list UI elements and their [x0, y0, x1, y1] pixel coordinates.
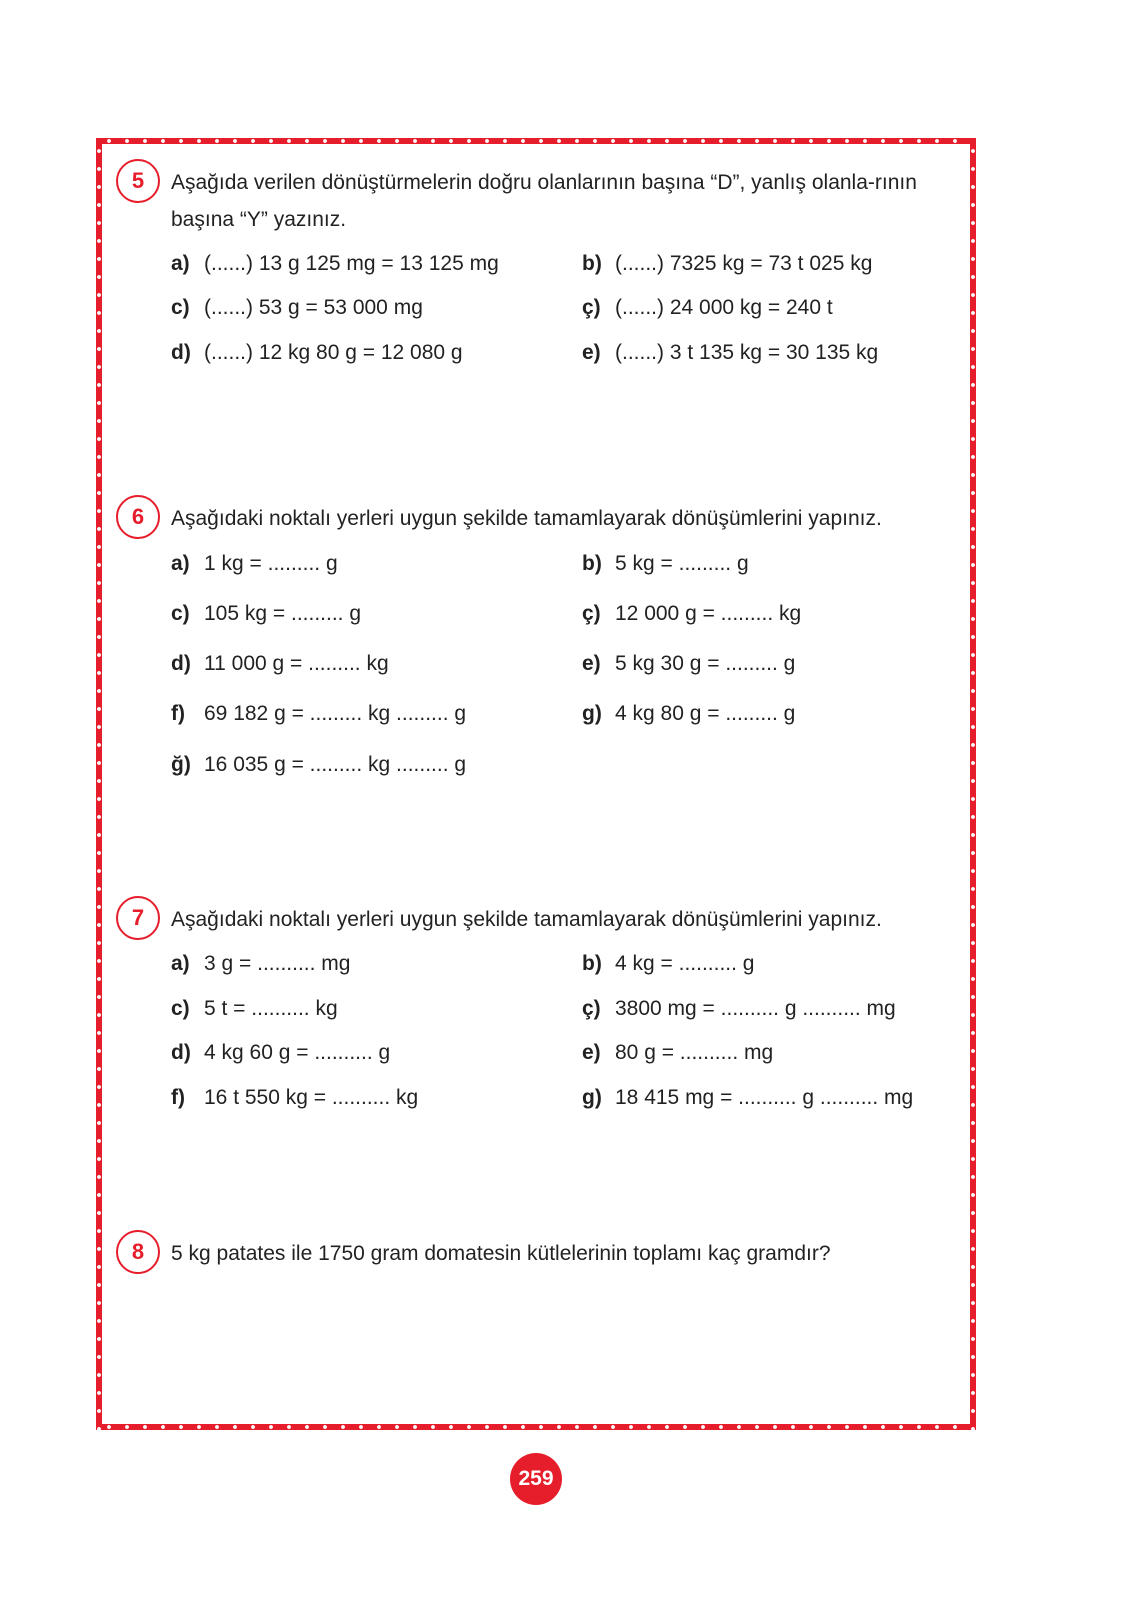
item-text: 69 182 g = ......... kg ......... g	[204, 702, 467, 725]
question-number-7: 7	[116, 896, 160, 940]
q6-item-e	[582, 652, 795, 676]
question-number-5: 5	[116, 159, 160, 203]
q6-item-g-breve	[171, 753, 466, 777]
page-number: 259	[510, 1453, 562, 1505]
item-text: (......) 24 000 kg = 240 t	[615, 296, 833, 319]
item-label: d)	[171, 1041, 191, 1064]
q7-item-g	[582, 1086, 913, 1110]
item-label: a)	[171, 552, 190, 575]
item-text: 5 t = .......... kg	[204, 997, 338, 1020]
q5-item-b	[582, 252, 872, 276]
item-label: ç)	[582, 296, 601, 319]
item-label: g)	[582, 702, 602, 725]
q7-item-c-cedilla	[582, 997, 896, 1021]
item-text: 16 t 550 kg = .......... kg	[204, 1086, 419, 1109]
q7-item-b	[582, 952, 754, 976]
question-7-text: Aşağıdaki noktalı yerleri uygun şekilde tamamlayarak dönüşümlerini yapınız.	[171, 908, 882, 931]
item-text: 4 kg 80 g = ......... g	[615, 702, 796, 725]
item-text: (......) 53 g = 53 000 mg	[204, 296, 423, 319]
q5-item-a	[171, 252, 499, 276]
item-label: ç)	[582, 602, 601, 625]
item-label: ç)	[582, 997, 601, 1020]
item-label: d)	[171, 652, 191, 675]
item-text: 12 000 g = ......... kg	[615, 602, 802, 625]
q6-item-b	[582, 552, 749, 576]
item-label: c)	[171, 997, 190, 1020]
q7-item-c	[171, 997, 338, 1021]
item-text: 1 kg = ......... g	[204, 552, 338, 575]
item-text: 5 kg = ......... g	[615, 552, 749, 575]
item-label: a)	[171, 252, 190, 275]
item-text: 16 035 g = ......... kg ......... g	[204, 753, 467, 776]
q5-item-c-cedilla	[582, 296, 833, 320]
q7-item-d	[171, 1041, 390, 1065]
item-text: 5 kg 30 g = ......... g	[615, 652, 796, 675]
item-text: (......) 13 g 125 mg = 13 125 mg	[204, 252, 499, 275]
item-text: 4 kg 60 g = .......... g	[204, 1041, 391, 1064]
item-label: g)	[582, 1086, 602, 1109]
item-text: 105 kg = ......... g	[204, 602, 362, 625]
q7-item-e	[582, 1041, 773, 1065]
item-text: 18 415 mg = .......... g .......... mg	[615, 1086, 914, 1109]
item-text: 4 kg = .......... g	[615, 952, 755, 975]
q6-item-d	[171, 652, 389, 676]
item-label: e)	[582, 652, 601, 675]
question-number-6: 6	[116, 495, 160, 539]
item-text: (......) 3 t 135 kg = 30 135 kg	[615, 341, 879, 364]
item-text: 3800 mg = .......... g .......... mg	[615, 997, 896, 1020]
item-label: b)	[582, 552, 602, 575]
item-label: c)	[171, 602, 190, 625]
q7-item-f	[171, 1086, 418, 1110]
frame-border-right	[970, 138, 976, 1430]
item-label: b)	[582, 252, 602, 275]
q6-item-c	[171, 602, 361, 626]
frame-border-bottom	[96, 1424, 976, 1430]
question-number-8: 8	[116, 1230, 160, 1274]
item-text: 11 000 g = ......... kg	[204, 652, 389, 675]
q5-item-c	[171, 296, 423, 320]
question-8-text: 5 kg patates ile 1750 gram domatesin kütlelerinin toplamı kaç gramdır?	[171, 1242, 831, 1265]
item-label: f)	[171, 702, 185, 725]
item-label: f)	[171, 1086, 185, 1109]
item-label: e)	[582, 1041, 601, 1064]
q5-item-d	[171, 341, 463, 365]
q5-item-e	[582, 341, 878, 365]
question-5-text: Aşağıda verilen dönüştürmelerin doğru olanlarının başına “D”, yanlış olanla-rının başına “Y” yazınız.	[171, 171, 917, 231]
item-text: (......) 7325 kg = 73 t 025 kg	[615, 252, 873, 275]
item-label: b)	[582, 952, 602, 975]
item-text: 80 g = .......... mg	[615, 1041, 774, 1064]
frame-border-left	[96, 138, 102, 1430]
frame-border-top	[96, 138, 976, 144]
q7-item-a	[171, 952, 350, 976]
item-label: ğ)	[171, 753, 191, 776]
q6-item-g	[582, 702, 795, 726]
q6-item-a	[171, 552, 338, 576]
item-label: a)	[171, 952, 190, 975]
item-label: c)	[171, 296, 190, 319]
item-text: (......) 12 kg 80 g = 12 080 g	[204, 341, 463, 364]
item-label: e)	[582, 341, 601, 364]
q6-item-f	[171, 702, 466, 726]
q6-item-c-cedilla	[582, 602, 801, 626]
question-6-text: Aşağıdaki noktalı yerleri uygun şekilde tamamlayarak dönüşümlerini yapınız.	[171, 507, 882, 530]
item-label: d)	[171, 341, 191, 364]
item-text: 3 g = .......... mg	[204, 952, 351, 975]
